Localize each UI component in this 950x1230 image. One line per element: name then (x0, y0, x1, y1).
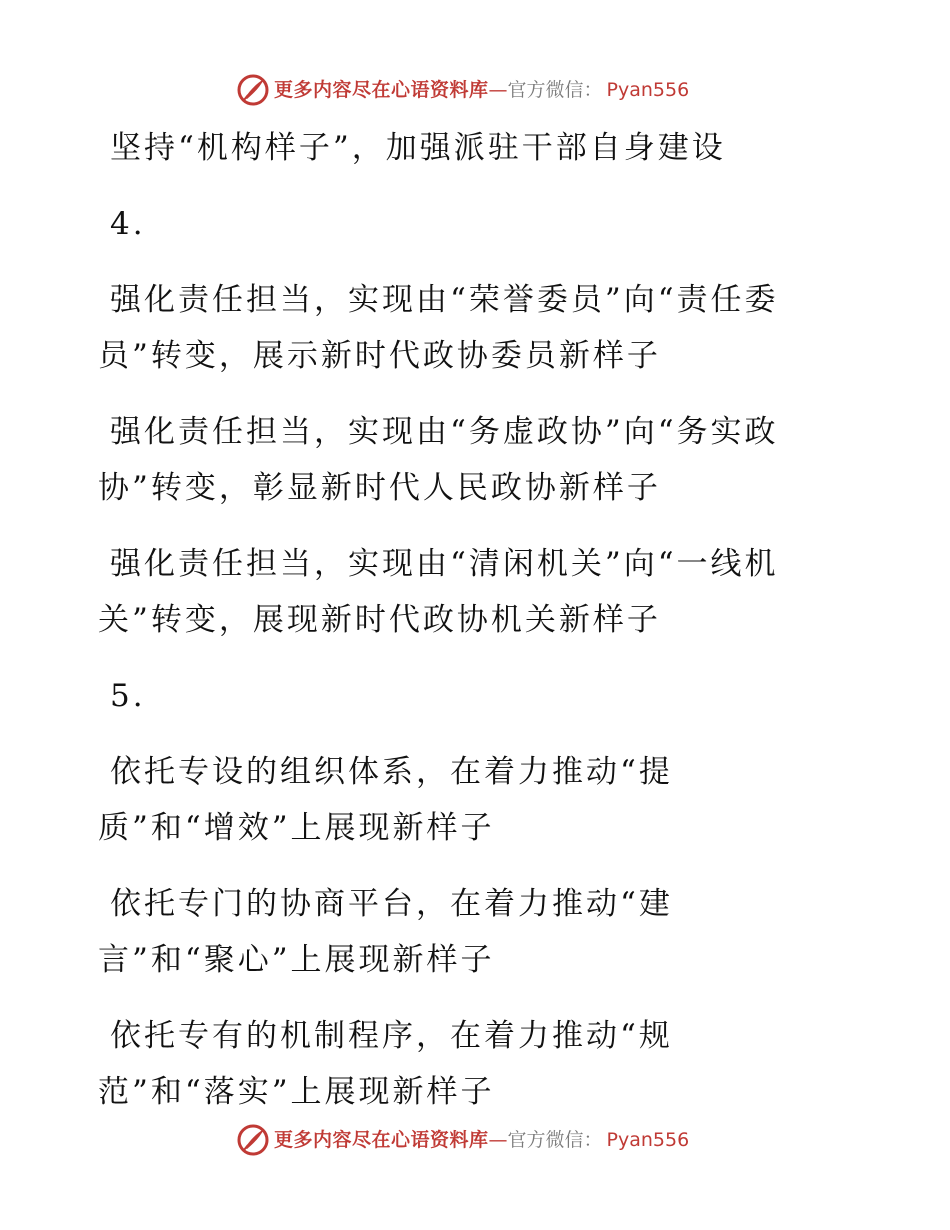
watermark-text: 更多内容尽在心语资料库 (274, 79, 489, 101)
watermark-text: 更多内容尽在心语资料库 (274, 1129, 489, 1151)
quill-logo-icon (236, 73, 270, 107)
doc-line-section-number: 4. (110, 206, 146, 242)
doc-line-section-number: 5. (110, 678, 146, 714)
watermark-header (236, 73, 689, 107)
doc-line-paragraph-cont: 员”转变，展示新时代政协委员新样子 (98, 338, 661, 374)
watermark-dash: — (488, 79, 508, 101)
doc-line-paragraph: 依托专设的组织体系，在着力推动“提 (110, 754, 673, 790)
doc-line-paragraph-cont: 范”和“落实”上展现新样子 (98, 1074, 495, 1110)
watermark-wechat-id: Pyan556 (606, 79, 690, 101)
quill-logo-icon (236, 1123, 270, 1157)
doc-line-paragraph-cont: 协”转变，彰显新时代人民政协新样子 (98, 470, 661, 506)
doc-line-heading: 坚持“机构样子”，加强派驻干部自身建设 (110, 130, 726, 166)
document-body (98, 120, 858, 1120)
doc-line-paragraph: 强化责任担当，实现由“荣誉委员”向“责任委 (110, 282, 779, 318)
doc-line-paragraph-cont: 关”转变，展现新时代政协机关新样子 (98, 602, 661, 638)
watermark-footer (236, 1123, 689, 1157)
doc-line-paragraph: 依托专有的机制程序，在着力推动“规 (110, 1018, 673, 1054)
doc-line-paragraph-cont: 质”和“增效”上展现新样子 (98, 810, 495, 846)
watermark-official-label: 官方微信： (507, 1129, 603, 1151)
watermark-dash: — (488, 1129, 508, 1151)
watermark-wechat-id: Pyan556 (606, 1129, 690, 1151)
watermark-official-label: 官方微信： (507, 79, 603, 101)
doc-line-paragraph-cont: 言”和“聚心”上展现新样子 (98, 942, 495, 978)
doc-line-paragraph: 依托专门的协商平台，在着力推动“建 (110, 886, 673, 922)
doc-line-paragraph: 强化责任担当，实现由“务虚政协”向“务实政 (110, 414, 779, 450)
doc-line-paragraph: 强化责任担当，实现由“清闲机关”向“一线机 (110, 546, 779, 582)
